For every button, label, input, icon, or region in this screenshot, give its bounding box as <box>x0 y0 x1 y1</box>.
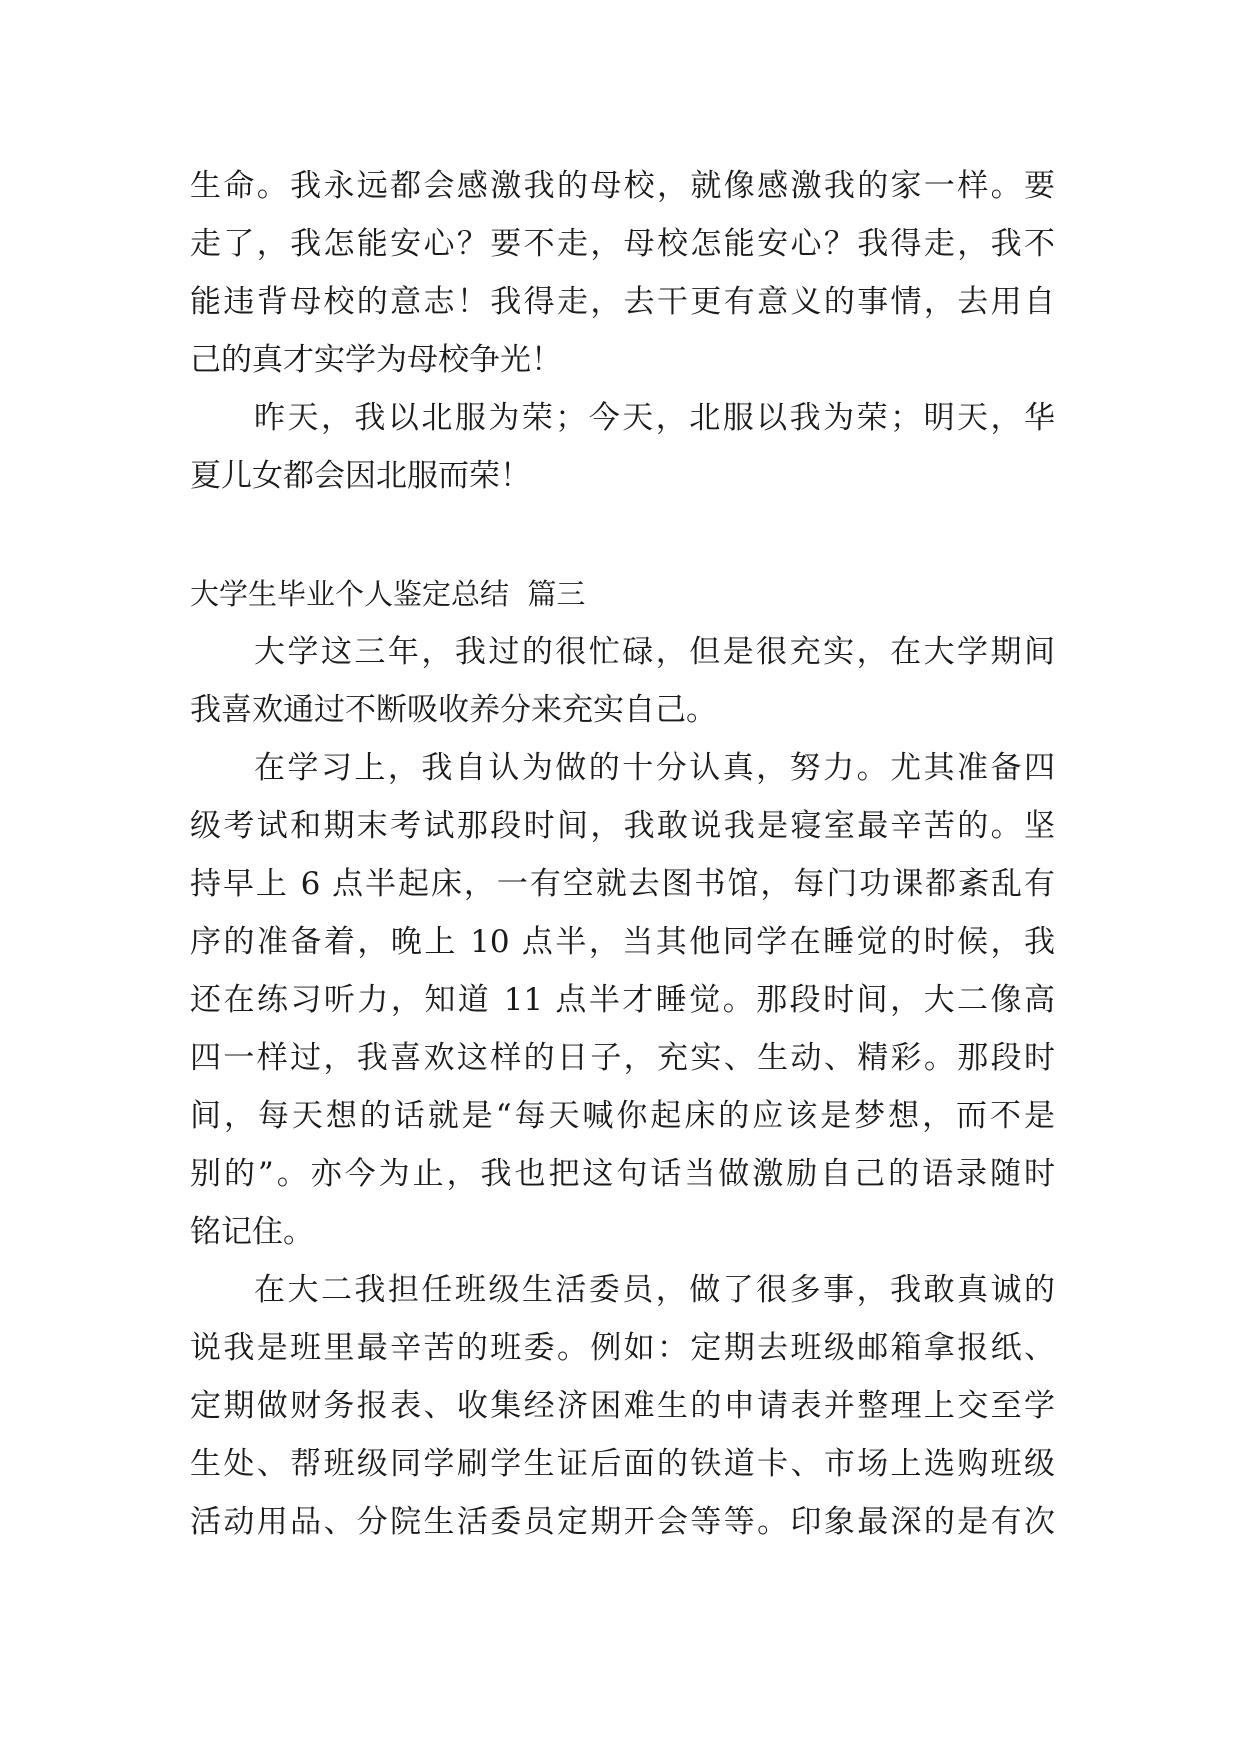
body-text-line: 说我是班里最辛苦的班委。例如：定期去班级邮箱拿报纸、 <box>190 1330 1055 1366</box>
body-text-line: 我喜欢通过不断吸收养分来充实自己。 <box>190 692 717 728</box>
body-text-line: 夏儿女都会因北服而荣！ <box>190 458 531 494</box>
body-text-line: 别的”。亦今为止，我也把这句话当做激励自己的语录随时 <box>190 1156 1055 1192</box>
body-text-line: 生命。我永远都会感激我的母校，就像感激我的家一样。要 <box>190 168 1055 204</box>
body-text-line: 己的真才实学为母校争光！ <box>190 342 562 378</box>
body-text-line: 序的准备着，晚上 10 点半，当其他同学在睡觉的时候，我 <box>190 924 1055 960</box>
body-text-line: 级考试和期末考试那段时间，我敢说我是寝室最辛苦的。坚 <box>190 808 1055 844</box>
section-heading: 大学生毕业个人鉴定总结 篇三 <box>190 577 586 611</box>
body-text-line: 间，每天想的话就是“每天喊你起床的应该是梦想，而不是 <box>190 1098 1055 1134</box>
paragraph-first-line: 大学这三年，我过的很忙碌，但是很充实，在大学期间 <box>254 634 1055 670</box>
body-text-line: 铭记住。 <box>190 1214 314 1250</box>
body-text-line: 持早上 6 点半起床，一有空就去图书馆，每门功课都紊乱有 <box>190 866 1055 902</box>
paragraph-first-line: 昨天，我以北服为荣；今天，北服以我为荣；明天，华 <box>254 400 1055 436</box>
body-text-line: 定期做财务报表、收集经济困难生的申请表并整理上交至学 <box>190 1388 1055 1424</box>
body-text-line: 走了，我怎能安心？要不走，母校怎能安心？我得走，我不 <box>190 226 1055 262</box>
body-text-line: 生处、帮班级同学刷学生证后面的铁道卡、市场上选购班级 <box>190 1446 1055 1482</box>
body-text-line: 还在练习听力，知道 11 点半才睡觉。那段时间，大二像高 <box>190 982 1055 1018</box>
paragraph-first-line: 在大二我担任班级生活委员，做了很多事，我敢真诚的 <box>254 1272 1055 1308</box>
body-text-line: 能违背母校的意志！我得走，去干更有意义的事情，去用自 <box>190 284 1055 320</box>
paragraph-first-line: 在学习上，我自认为做的十分认真，努力。尤其准备四 <box>254 750 1055 786</box>
body-text-line: 四一样过，我喜欢这样的日子，充实、生动、精彩。那段时 <box>190 1040 1055 1076</box>
body-text-line: 活动用品、分院生活委员定期开会等等。印象最深的是有次 <box>190 1504 1055 1540</box>
